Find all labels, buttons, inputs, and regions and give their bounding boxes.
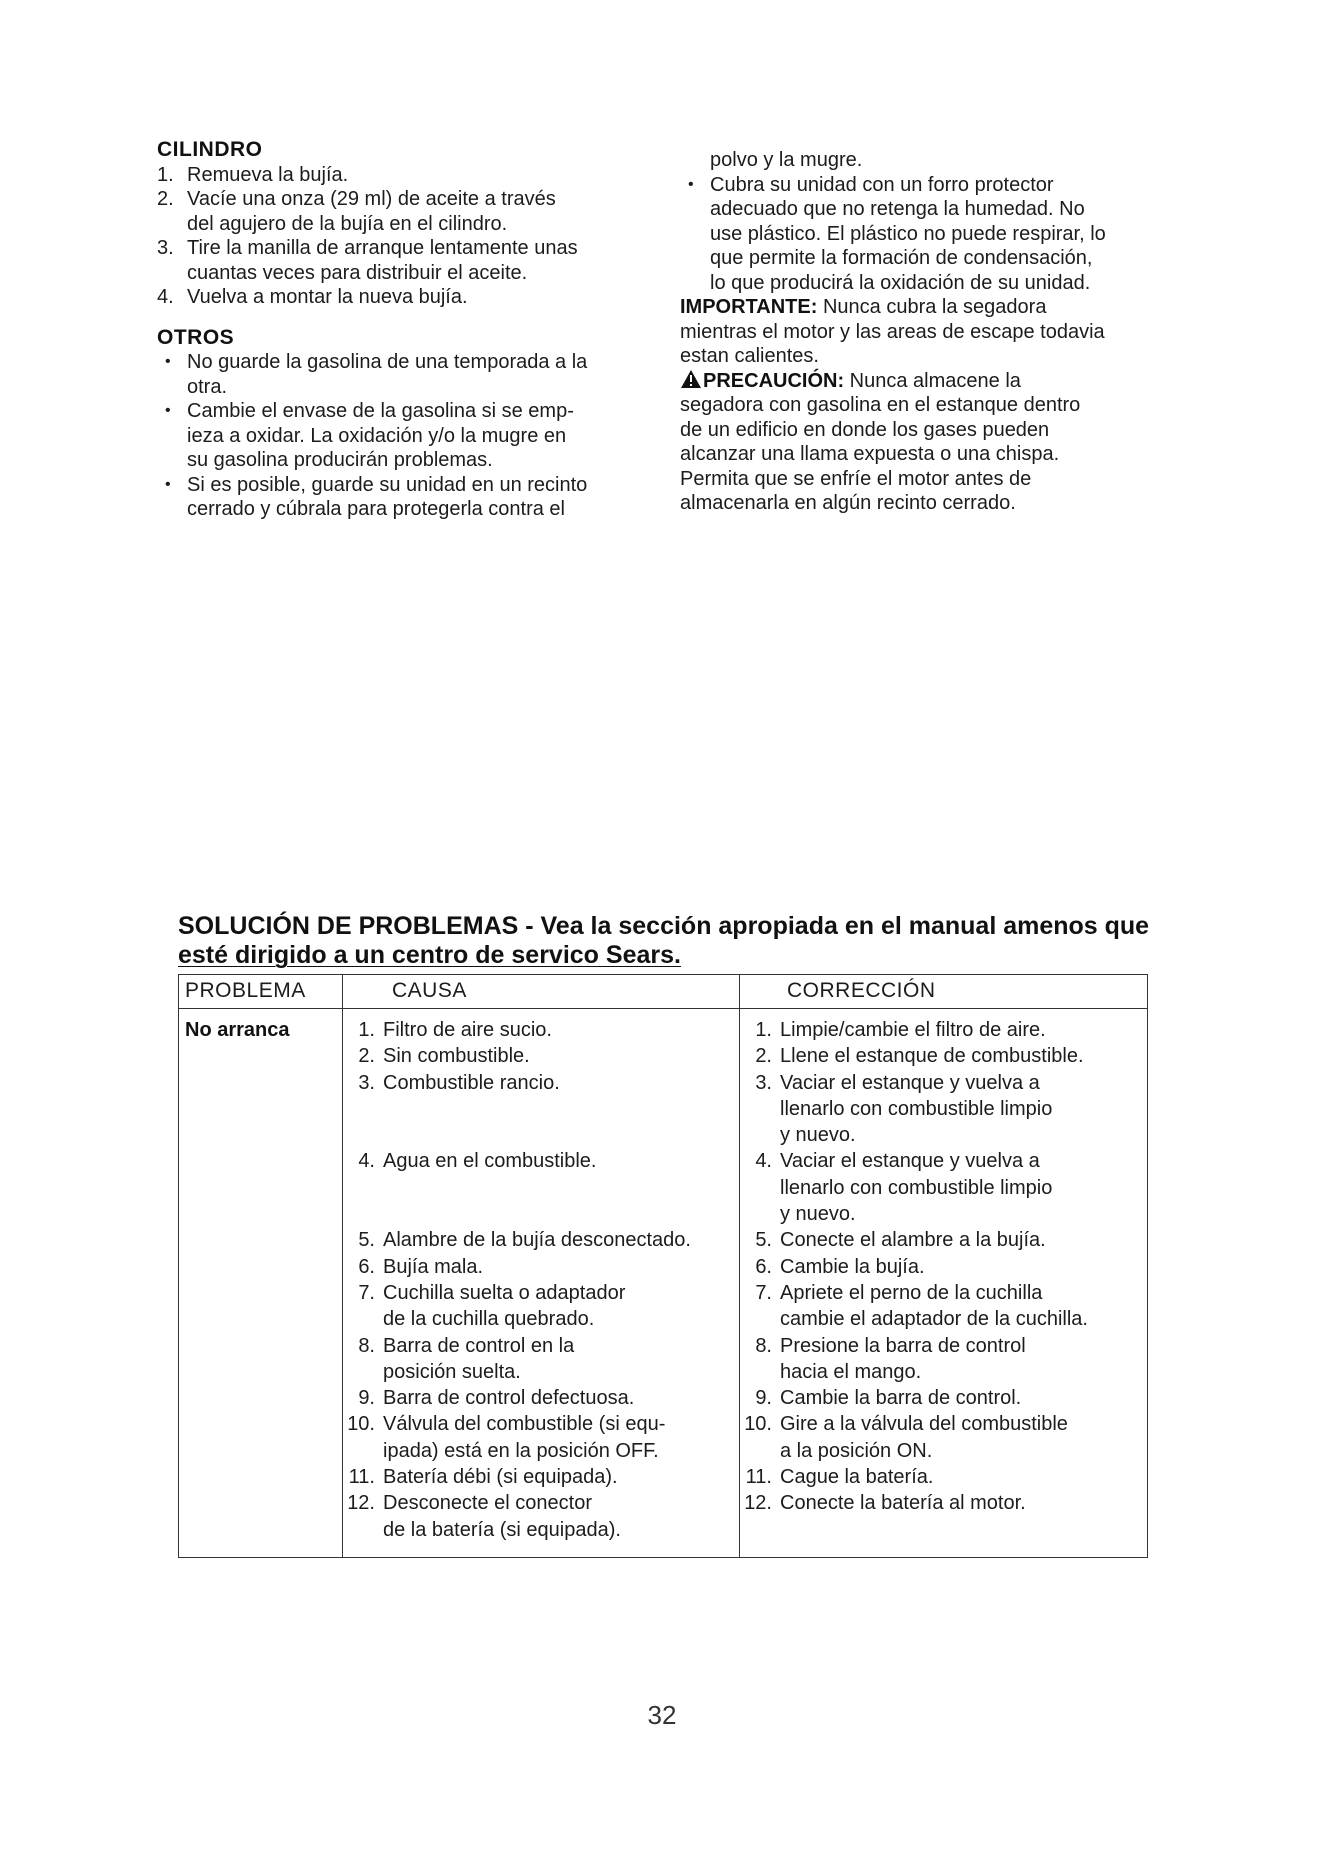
importante-note	[680, 295, 1180, 369]
cilindro-step	[157, 285, 662, 310]
header-problema: PROBLEMA	[185, 979, 306, 1002]
row-number: 1.	[755, 1019, 772, 1041]
note-text: estan calientes.	[680, 345, 819, 367]
otros-bullet	[157, 350, 662, 399]
row-number: 3.	[358, 1071, 375, 1094]
row-number: 2.	[358, 1045, 375, 1068]
table-row	[744, 1333, 1144, 1386]
row-text	[383, 1122, 737, 1148]
cilindro-step	[157, 236, 662, 285]
bullet-icon: •	[165, 402, 171, 419]
row-text: Alambre de la bujía desconectado.	[383, 1229, 691, 1252]
otros-bullet	[157, 473, 662, 522]
row-text: Cague la batería.	[780, 1466, 934, 1489]
header-causa: CAUSA	[392, 979, 467, 1002]
title-line: esté dirigido a un centro de servico Sears.	[178, 941, 681, 969]
table-row	[347, 1333, 737, 1386]
row-text	[383, 1175, 737, 1201]
step-number: 3.	[157, 237, 174, 259]
step-text: Vacíe una onza (29 ml) de aceite a través	[187, 188, 556, 210]
row-number: 3.	[755, 1071, 772, 1094]
row-text: Conecte la batería al motor.	[780, 1492, 1026, 1515]
step-text: cuantas veces para distribuir el aceite.	[187, 261, 528, 284]
cilindro-steps	[157, 163, 662, 310]
row-text: llenarlo con combustible limpio	[780, 1097, 1053, 1120]
row-text: Presione la barra de control	[780, 1334, 1026, 1357]
continuation-text: polvo y la mugre.	[710, 149, 863, 171]
row-number: 5.	[358, 1229, 375, 1252]
row-text: Limpie/cambie el filtro de aire.	[780, 1019, 1046, 1041]
row-text: Vaciar el estanque y vuelva a	[780, 1071, 1040, 1094]
row-text: Llene el estanque de combustible.	[780, 1045, 1084, 1068]
title-line: SOLUCIÓN DE PROBLEMAS - Vea la sección apropiada en el manual amenos que	[178, 912, 1150, 940]
table-row	[744, 1017, 1144, 1043]
row-text: Combustible rancio.	[383, 1071, 560, 1094]
otros-bullets	[157, 350, 662, 522]
bullet-text: su gasolina producirán problemas.	[187, 449, 493, 471]
row-text: Gire a la válvula del combustible	[780, 1413, 1068, 1436]
table-row	[347, 1385, 737, 1411]
table-row	[347, 1280, 737, 1333]
bullet-icon: •	[165, 475, 171, 493]
causes-cell	[347, 1017, 737, 1543]
row-text: de la cuchilla quebrado.	[383, 1308, 595, 1331]
column-divider	[739, 975, 740, 1557]
bullet-text: use plástico. El plástico no puede respirar, lo	[710, 222, 1106, 245]
table-row	[347, 1070, 737, 1149]
table-row	[744, 1227, 1144, 1253]
row-text: de la batería (si equipada).	[383, 1518, 621, 1541]
problem-cell: No arranca	[185, 1019, 290, 1041]
bullet-text: Cubra su unidad con un forro protector	[710, 173, 1054, 196]
row-number: 6.	[358, 1255, 375, 1278]
header-divider	[179, 1008, 1147, 1009]
table-row	[744, 1490, 1144, 1516]
row-number: 11.	[348, 1466, 375, 1489]
note-text: mientras el motor y las areas de escape todavia	[680, 320, 1105, 343]
right-column	[680, 148, 1180, 516]
column-divider	[342, 975, 343, 1557]
bullet-text: adecuado que no retenga la humedad. No	[710, 198, 1085, 220]
row-number: 10.	[744, 1413, 772, 1436]
row-text: posición suelta.	[383, 1360, 521, 1383]
note-text: almacenarla en algún recinto cerrado.	[680, 492, 1016, 514]
row-text: Barra de control en la	[383, 1334, 575, 1357]
row-number: 1.	[358, 1019, 375, 1041]
row-text: Apriete el perno de la cuchilla	[780, 1281, 1043, 1304]
bullet-text: Si es posible, guarde su unidad en un recinto	[187, 473, 588, 496]
row-text	[383, 1096, 737, 1122]
bullet-text: otra.	[187, 375, 228, 398]
row-text: llenarlo con combustible limpio	[780, 1176, 1053, 1199]
row-text: Bujía mala.	[383, 1255, 484, 1278]
row-number: 6.	[755, 1255, 772, 1278]
table-row	[347, 1490, 737, 1543]
note-text: alcanzar una llama expuesta o una chispa.	[680, 443, 1060, 465]
row-text: Sin combustible.	[383, 1045, 530, 1068]
bullet-text: cerrado y cúbrala para protegerla contra el	[187, 498, 565, 520]
left-column	[157, 138, 662, 522]
troubleshooting-title	[178, 912, 1178, 970]
cilindro-heading: CILINDRO	[157, 138, 263, 161]
note-text: Nunca cubra la segadora	[817, 296, 1047, 318]
row-text: Batería débi (si equipada).	[383, 1466, 618, 1489]
note-text: Nunca almacene la	[844, 369, 1021, 392]
row-number: 10.	[347, 1413, 375, 1436]
bullet-text: lo que producirá la oxidación de su unidad.	[710, 271, 1091, 294]
row-text: Cambie la bujía.	[780, 1255, 925, 1278]
otros-heading: OTROS	[157, 325, 235, 349]
table-row	[744, 1385, 1144, 1411]
row-text: a la posición ON.	[780, 1439, 933, 1462]
step-text: Tire la manilla de arranque lentamente unas	[187, 237, 578, 259]
step-number: 2.	[157, 188, 174, 210]
step-text: Vuelva a montar la nueva bujía.	[187, 286, 468, 308]
precaucion-note	[680, 369, 1180, 516]
table-row	[347, 1411, 737, 1464]
cover-bullet	[680, 173, 1180, 296]
row-number: 7.	[755, 1281, 772, 1304]
table-row	[347, 1017, 737, 1043]
table-row	[744, 1070, 1144, 1149]
table-row	[744, 1464, 1144, 1490]
corrections-cell	[744, 1017, 1144, 1517]
row-text: hacia el mango.	[780, 1360, 922, 1383]
row-text: Desconecte el conector	[383, 1492, 593, 1515]
row-number: 5.	[755, 1229, 772, 1252]
note-text: Permita que se enfríe el motor antes de	[680, 467, 1032, 490]
row-number: 9.	[358, 1387, 375, 1410]
warning-triangle-icon	[680, 369, 702, 389]
bullet-text: que permite la formación de condensación,	[710, 247, 1093, 269]
table-row	[347, 1254, 737, 1280]
row-number: 4.	[358, 1150, 375, 1173]
row-text: y nuevo.	[780, 1203, 856, 1226]
table-row	[347, 1464, 737, 1490]
table-row	[347, 1227, 737, 1253]
row-number: 4.	[755, 1150, 772, 1173]
bullet-text: No guarde la gasolina de una temporada a la	[187, 351, 588, 373]
troubleshooting-table	[178, 974, 1148, 1558]
bullet-text: Cambie el envase de la gasolina si se emp-	[187, 400, 574, 422]
row-number: 7.	[358, 1281, 375, 1304]
row-text: Filtro de aire sucio.	[383, 1019, 552, 1041]
row-number: 8.	[755, 1334, 772, 1357]
bullet-text: ieza a oxidar. La oxidación y/o la mugre en	[187, 424, 567, 447]
cilindro-step	[157, 163, 662, 188]
table-row	[744, 1411, 1144, 1464]
bullet-icon: •	[165, 353, 171, 370]
page-number: 32	[647, 1700, 677, 1730]
precaucion-label: PRECAUCIÓN:	[703, 369, 845, 392]
step-text: del agujero de la bujía en el cilindro.	[187, 212, 508, 235]
row-number: 9.	[755, 1387, 772, 1410]
row-text: Cambie la barra de control.	[780, 1387, 1022, 1410]
row-number: 8.	[358, 1334, 375, 1357]
note-text: segadora con gasolina en el estanque dentro	[680, 394, 1081, 416]
row-text: ipada) está en la posición OFF.	[383, 1439, 659, 1462]
row-text: cambie el adaptador de la cuchilla.	[780, 1308, 1088, 1331]
table-row	[744, 1254, 1144, 1280]
bullet-icon: •	[688, 175, 694, 193]
step-text: Remueva la bujía.	[187, 163, 349, 186]
row-text: Válvula del combustible (si equ-	[383, 1413, 666, 1436]
row-text: Conecte el alambre a la bujía.	[780, 1229, 1046, 1252]
table-row	[347, 1148, 737, 1227]
row-text: Agua en el combustible.	[383, 1150, 597, 1173]
row-number: 2.	[755, 1045, 772, 1068]
row-text: y nuevo.	[780, 1124, 856, 1147]
table-row	[744, 1148, 1144, 1227]
otros-bullet	[157, 399, 662, 473]
row-text: Cuchilla suelta o adaptador	[383, 1281, 626, 1304]
note-text: de un edificio en donde los gases pueden	[680, 418, 1050, 441]
row-number: 11.	[745, 1466, 772, 1489]
header-correccion: CORRECCIÓN	[787, 979, 936, 1002]
row-number: 12.	[744, 1492, 772, 1515]
step-number: 1.	[157, 163, 174, 186]
row-text: Barra de control defectuosa.	[383, 1387, 635, 1410]
step-number: 4.	[157, 286, 174, 308]
cilindro-step	[157, 187, 662, 236]
table-row	[744, 1043, 1144, 1069]
importante-label: IMPORTANTE:	[680, 296, 818, 318]
table-row	[744, 1280, 1144, 1333]
row-text: Vaciar el estanque y vuelva a	[780, 1150, 1040, 1173]
row-text	[383, 1201, 737, 1227]
table-row	[347, 1043, 737, 1069]
row-number: 12.	[347, 1492, 375, 1515]
